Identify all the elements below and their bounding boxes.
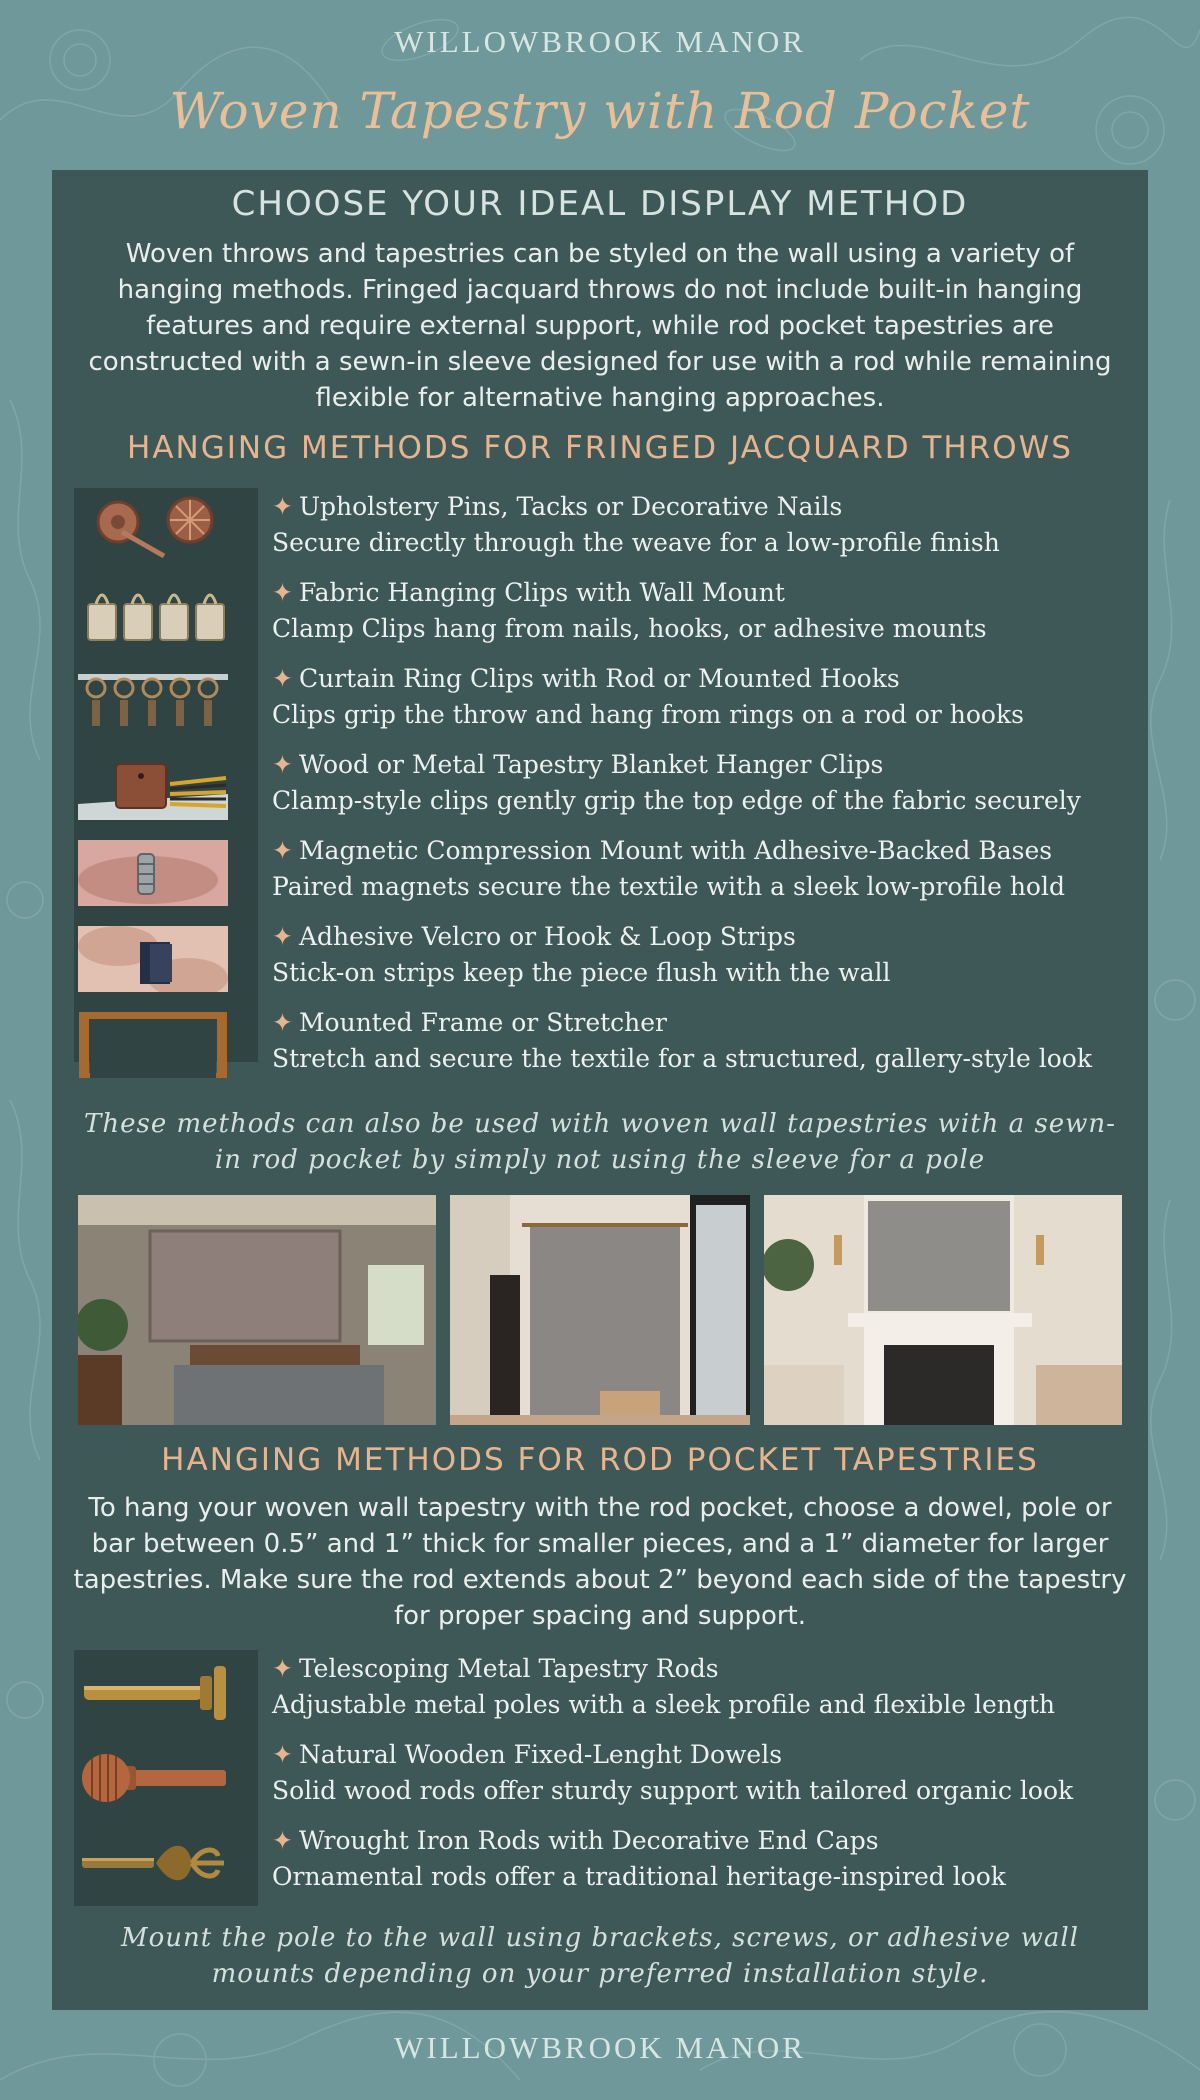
throws-item-desc: Clamp Clips hang from nails, hooks, or adhesive mounts <box>272 614 987 643</box>
rods-note: Mount the pole to the wall using brackets, screws, or adhesive wall mounts depending on your preferred installation style. <box>121 1923 1079 1989</box>
throws-item-desc: Paired magnets secure the textile with a sleek low-profile hold <box>272 872 1065 901</box>
wrought-iron-rod-icon <box>78 1830 228 1896</box>
velcro-strip-icon <box>78 926 228 992</box>
throws-item-desc: Secure directly through the weave for a low-profile finish <box>272 528 1000 557</box>
fabric-clip-icon <box>78 582 228 648</box>
throws-item-title: ✦ Magnetic Compression Mount with Adhesive-Backed Bases <box>272 836 1053 865</box>
living-room-tapestry-photo <box>764 1195 1122 1425</box>
throws-item-desc: Clamp-style clips gently grip the top edge of the fabric securely <box>272 786 1081 815</box>
throws-item <box>52 492 1148 578</box>
rods-item <box>52 1654 1148 1740</box>
throws-item-title: ✦ Curtain Ring Clips with Rod or Mounted Hooks <box>272 664 900 693</box>
throws-item-title: ✦ Mounted Frame or Stretcher <box>272 1008 668 1037</box>
rods-item <box>52 1826 1148 1912</box>
hallway-tapestry-photo <box>450 1195 750 1425</box>
metal-rod-icon <box>78 1658 228 1724</box>
curtain-ring-clip-icon <box>78 668 228 734</box>
blanket-hanger-clip-icon <box>78 754 228 820</box>
rods-item-desc: Ornamental rods offer a traditional heritage-inspired look <box>272 1862 1006 1891</box>
rods-item <box>52 1740 1148 1826</box>
display-intro-text: Woven throws and tapestries can be styled on the wall using a variety of hanging methods. Fringed jacquard throws do not include built-in hanging features and require external support, while rod pocket tapestries are constructed with a sewn-in sleeve designed for use with a rod while remaining flexible for alternative hanging approaches. <box>88 239 1112 413</box>
rods-intro-text: To hang your woven wall tapestry with the rod pocket, choose a dowel, pole or bar between 0.5” and 1” thick for smaller pieces, and a 1” diameter for larger tapestries. Make sure the rod extends about 2” beyond each side of the tapestry for proper spacing and support. <box>73 1493 1127 1631</box>
wooden-frame-icon <box>78 1012 228 1078</box>
throws-item <box>52 1008 1148 1094</box>
wooden-dowel-icon <box>78 1744 228 1810</box>
throws-item-title: ✦ Wood or Metal Tapestry Blanket Hanger Clips <box>272 750 884 779</box>
throws-item-desc: Stretch and secure the textile for a structured, gallery-style look <box>272 1044 1092 1073</box>
throws-note: These methods can also be used with woven wall tapestries with a sewn-in rod pocket by simply not using the sleeve for a pole <box>84 1109 1116 1175</box>
rods-item-title: ✦ Natural Wooden Fixed-Lenght Dowels <box>272 1740 783 1769</box>
throws-item-title: ✦ Adhesive Velcro or Hook & Loop Strips <box>272 922 796 951</box>
brand-name-top: WILLOWBROOK MANOR <box>394 24 806 59</box>
brand-name-bottom: WILLOWBROOK MANOR <box>394 2030 806 2065</box>
throws-heading: HANGING METHODS FOR FRINGED JACQUARD THROWS <box>127 430 1073 466</box>
upholstery-pin-icon <box>78 496 228 562</box>
rods-heading: HANGING METHODS FOR ROD POCKET TAPESTRIES <box>161 1442 1039 1478</box>
bedroom-tapestry-photo <box>78 1195 436 1425</box>
content-panel <box>52 170 1148 2010</box>
rods-item-title: ✦ Wrought Iron Rods with Decorative End Caps <box>272 1826 879 1855</box>
throws-item <box>52 836 1148 922</box>
rods-item-desc: Adjustable metal poles with a sleek profile and flexible length <box>272 1690 1056 1719</box>
throws-item <box>52 578 1148 664</box>
throws-item-title: ✦ Fabric Hanging Clips with Wall Mount <box>272 578 785 607</box>
throws-item <box>52 922 1148 1008</box>
rods-item-desc: Solid wood rods offer sturdy support with tailored organic look <box>272 1776 1074 1805</box>
rods-item-title: ✦ Telescoping Metal Tapestry Rods <box>272 1654 719 1683</box>
throws-item <box>52 750 1148 836</box>
display-method-heading: CHOOSE YOUR IDEAL DISPLAY METHOD <box>231 184 969 224</box>
throws-item-desc: Stick-on strips keep the piece flush with the wall <box>272 958 891 987</box>
magnet-mount-icon <box>78 840 228 906</box>
page-title: Woven Tapestry with Rod Pocket <box>169 82 1031 140</box>
throws-item-title: ✦ Upholstery Pins, Tacks or Decorative Nails <box>272 492 843 521</box>
throws-item-desc: Clips grip the throw and hang from rings on a rod or hooks <box>272 700 1024 729</box>
throws-item <box>52 664 1148 750</box>
